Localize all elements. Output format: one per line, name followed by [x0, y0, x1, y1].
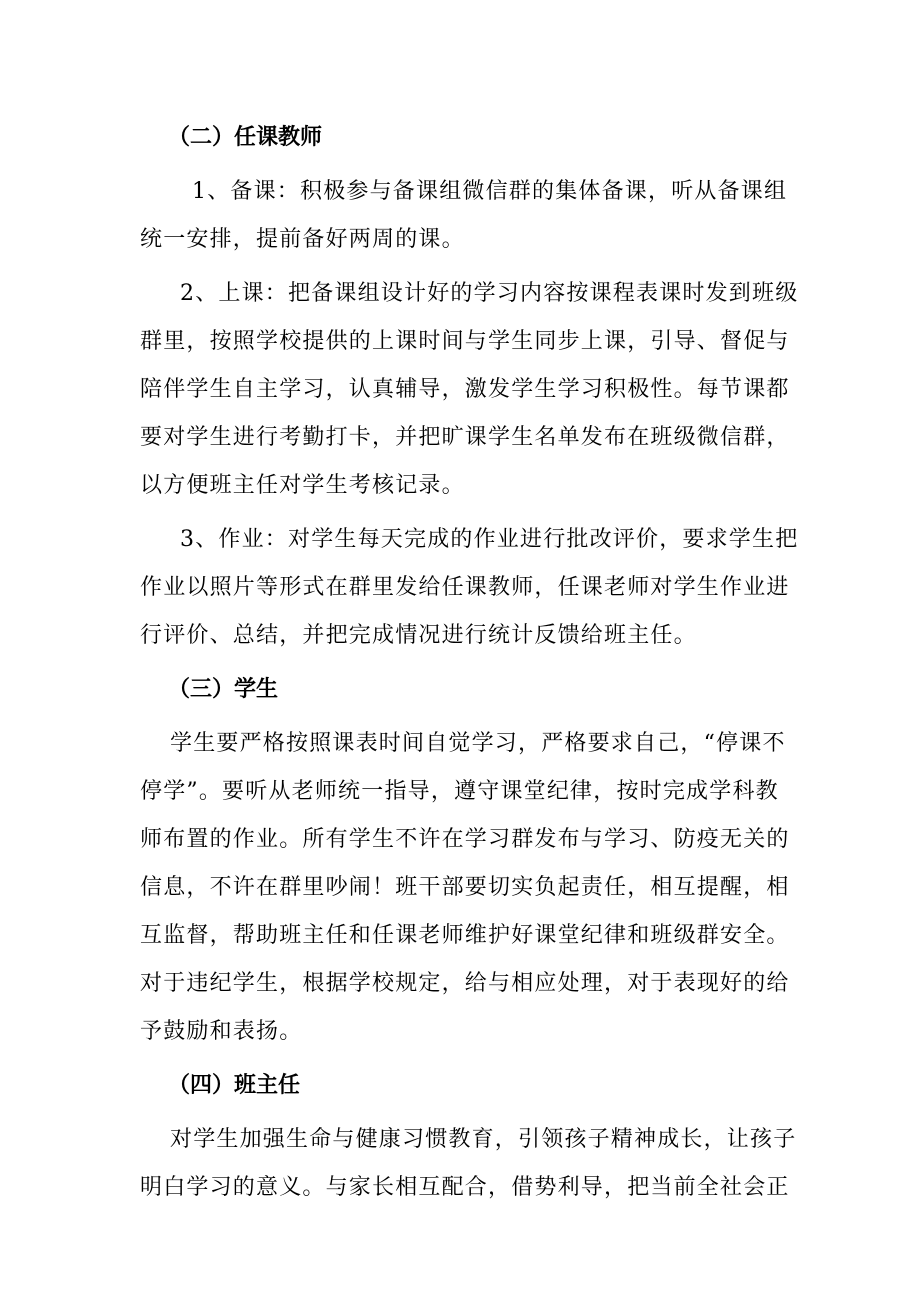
text-line: 统一安排，提前备好两周的课。 [140, 227, 465, 252]
text-line: 师布置的作业。所有学生不许在学习群发布与学习、防疫无关的 [140, 827, 790, 852]
text-line: 停学”。要听从老师统一指导，遵守课堂纪律，按时完成学科教 [140, 779, 779, 804]
text-line: 对学生加强生命与健康习惯教育，引领孩子精神成长，让孩子 [170, 1127, 797, 1152]
text-line: 3、作业：对学生每天完成的作业进行批改评价，要求学生把 [180, 527, 799, 552]
text-line: 互监督，帮助班主任和任课老师维护好课堂纪律和班级群安全。 [140, 923, 790, 948]
section-heading-teachers: （二）任课教师 [168, 125, 323, 150]
text-line: 予鼓励和表扬。 [140, 1019, 303, 1044]
paragraph-homework [140, 516, 800, 660]
paragraph-teaching [140, 270, 800, 510]
text-line: 1、备课：积极参与备课组微信群的集体备课，听从备课组 [192, 179, 788, 204]
text-line: 行评价、总结，并把完成情况进行统计反馈给班主任。 [140, 623, 697, 648]
section-heading-students: （三）学生 [168, 677, 279, 702]
text-line: 对于违纪学生，根据学校规定，给与相应处理，对于表现好的给 [140, 971, 790, 996]
text-line: 陪伴学生自主学习，认真辅导，激发学生学习积极性。每节课都 [140, 377, 790, 402]
section-heading-head-teacher: （四）班主任 [168, 1073, 301, 1098]
text-line: 群里，按照学校提供的上课时间与学生同步上课，引导、督促与 [140, 329, 790, 354]
text-line: 以方便班主任对学生考核记录。 [140, 473, 465, 498]
paragraph-lesson-prep [140, 168, 800, 264]
text-line: 明白学习的意义。与家长相互配合，借势利导，把当前全社会正 [140, 1175, 790, 1200]
text-line: 要对学生进行考勤打卡，并把旷课学生名单发布在班级微信群， [140, 425, 790, 450]
paragraph-head-teacher [140, 1116, 800, 1212]
text-line: 学生要严格按照课表时间自觉学习，严格要求自己，“停课不 [170, 731, 786, 756]
text-line: 信息，不许在群里吵闹！班干部要切实负起责任，相互提醒，相 [140, 875, 790, 900]
document-body [140, 114, 800, 1218]
paragraph-students [140, 720, 800, 1056]
text-line: 2、上课：把备课组设计好的学习内容按课程表课时发到班级 [180, 281, 799, 306]
text-line: 作业以照片等形式在群里发给任课教师，任课老师对学生作业进 [140, 575, 790, 600]
